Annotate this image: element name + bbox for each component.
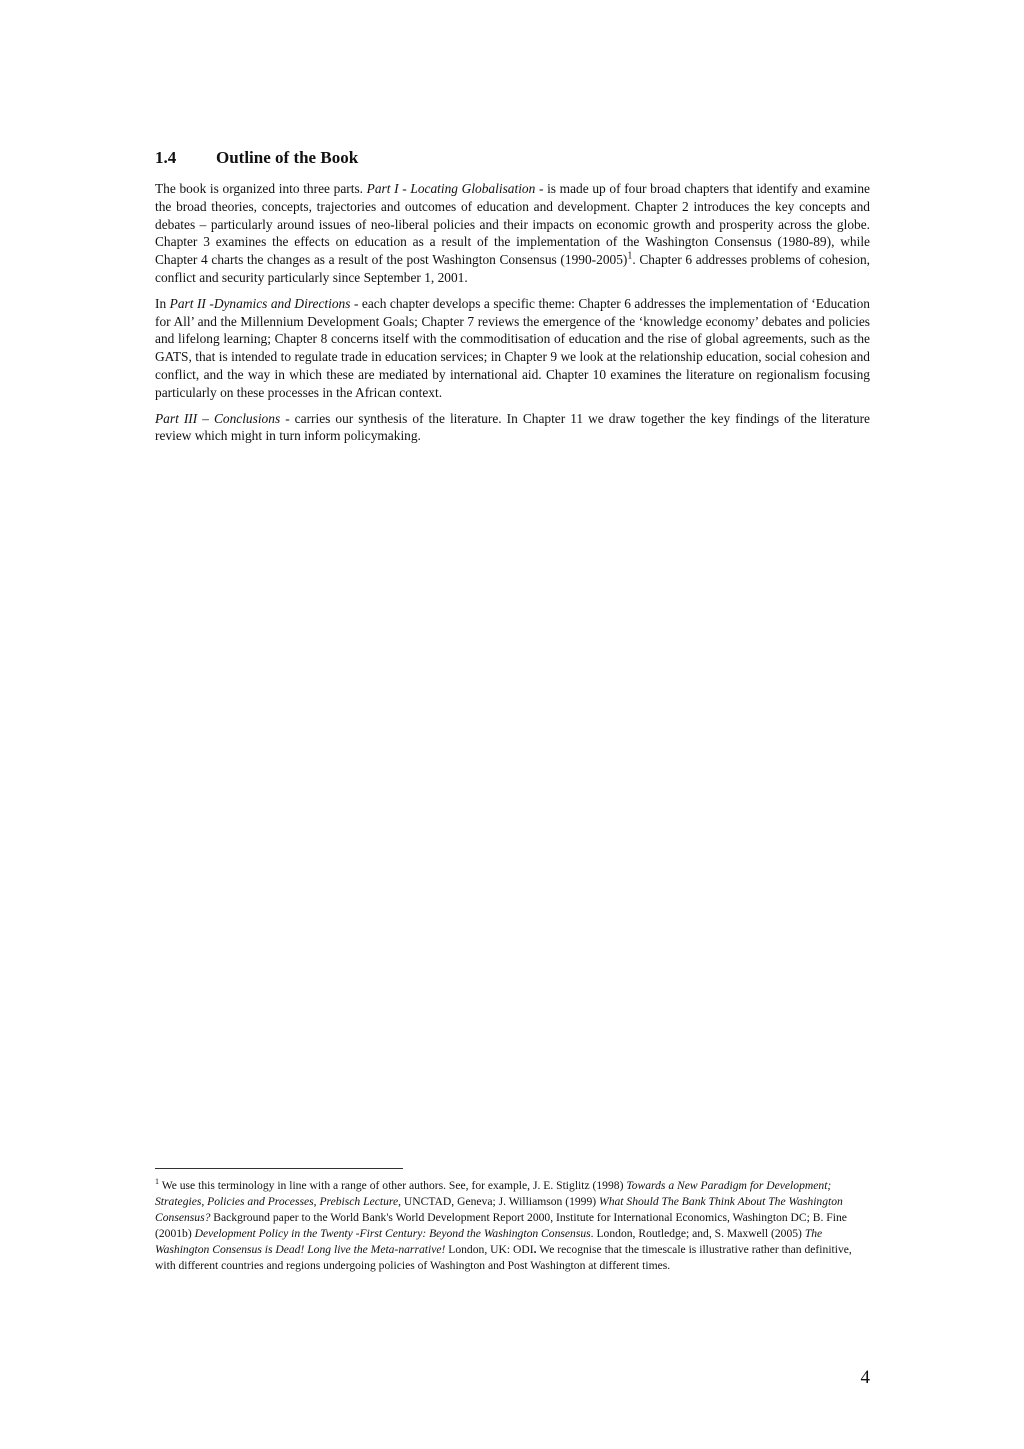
text-run: . Chapter 6 addresses problems of cohesion, conflict and security particularly since September 1, 2001. [155, 252, 870, 285]
text-run: Background paper to the World Bank's World Development Report 2000, Institute for International Economics, Washington DC; B. Fine (2001b) [155, 1210, 847, 1240]
page-number: 4 [860, 1367, 870, 1388]
text-run: In [155, 295, 170, 311]
footnote-marker: 1 [155, 1177, 159, 1187]
part-three-title: Part III – Conclusions [155, 410, 281, 426]
paragraph-part-one [155, 180, 870, 287]
citation-title: Towards a New Paradigm for Development; Strategies, Policies and Processes [155, 1179, 832, 1208]
footnote-separator [155, 1168, 403, 1169]
section-title: Outline of the Book [216, 148, 359, 167]
citation-title: Prebisch Lecture [319, 1194, 399, 1208]
section-heading [155, 147, 358, 169]
text-run: , [313, 1194, 320, 1208]
text-run: - each chapter develops a specific theme: Chapter 6 addresses the implementation of ‘Education for All’ and the Millennium Development Goals; Chapter 7 reviews the emergence of the ‘knowledge economy’ debates and policies and lifelong learning; Chapter 8 concerns itself with the commoditisation of education and the rise of global agreements, such as the GATS, that is intended to regulate trade in education services; in Chapter 9 we look at the relationship education, social cohesion and conflict, and the way in which these are mediated by international aid. Chapter 10 examines the literature on regionalism focusing particularly on these processes in the African context. [155, 295, 870, 400]
citation-title: What Should The Bank Think About The Washington Consensus? [155, 1194, 843, 1224]
section-number: 1.4 [155, 148, 177, 167]
text-run: - is made up of four broad chapters that identify and examine the broad theories, concepts, trajectories and outcomes of education and development. Chapter 2 introduces the key concepts and debates – particularly around issues of neo-liberal policies and their impacts on economic growth and prosperity across the globe. Chapter 3 examines the effects on education as a result of the implementation of the Washington Consensus (1980-89), while Chapter 4 charts the changes as a result of the post Washington Consensus (1990-2005) [155, 181, 870, 268]
footnote-reference[interactable]: 1 [627, 250, 633, 262]
part-two-title: Part II -Dynamics and Directions [169, 295, 351, 311]
paragraph-part-two [155, 295, 870, 402]
text-run: We use this terminology in line with a range of other authors. See, for example, J. E. Stiglitz (1998) [159, 1179, 627, 1192]
citation-title: Development Policy in the Twenty -First Century: Beyond the Washington Consensus [194, 1226, 591, 1240]
body-text [155, 180, 870, 453]
text-run: The book is organized into three parts. [155, 181, 367, 196]
part-one-title: Part I - Locating Globalisation [366, 181, 536, 196]
text-run: , UNCTAD, Geneva; J. Williamson (1999) [398, 1194, 600, 1208]
text-run: . [533, 1242, 537, 1256]
citation-title: The Washington Consensus is Dead! Long live the Meta-narrative! [155, 1226, 823, 1256]
text-run: London, UK: ODI [445, 1242, 534, 1256]
paragraph-part-three [155, 410, 870, 446]
text-run: We recognise that the timescale is illustrative rather than definitive, with different countries and regions undergoing policies of Washington and Post Washington at different times. [155, 1242, 852, 1272]
text-run: - carries our synthesis of the literature. In Chapter 11 we draw together the key findings of the literature review which might in turn inform policymaking. [155, 410, 871, 444]
footnote [155, 1178, 870, 1273]
text-run: . London, Routledge; and, S. Maxwell (2005) [590, 1226, 805, 1240]
